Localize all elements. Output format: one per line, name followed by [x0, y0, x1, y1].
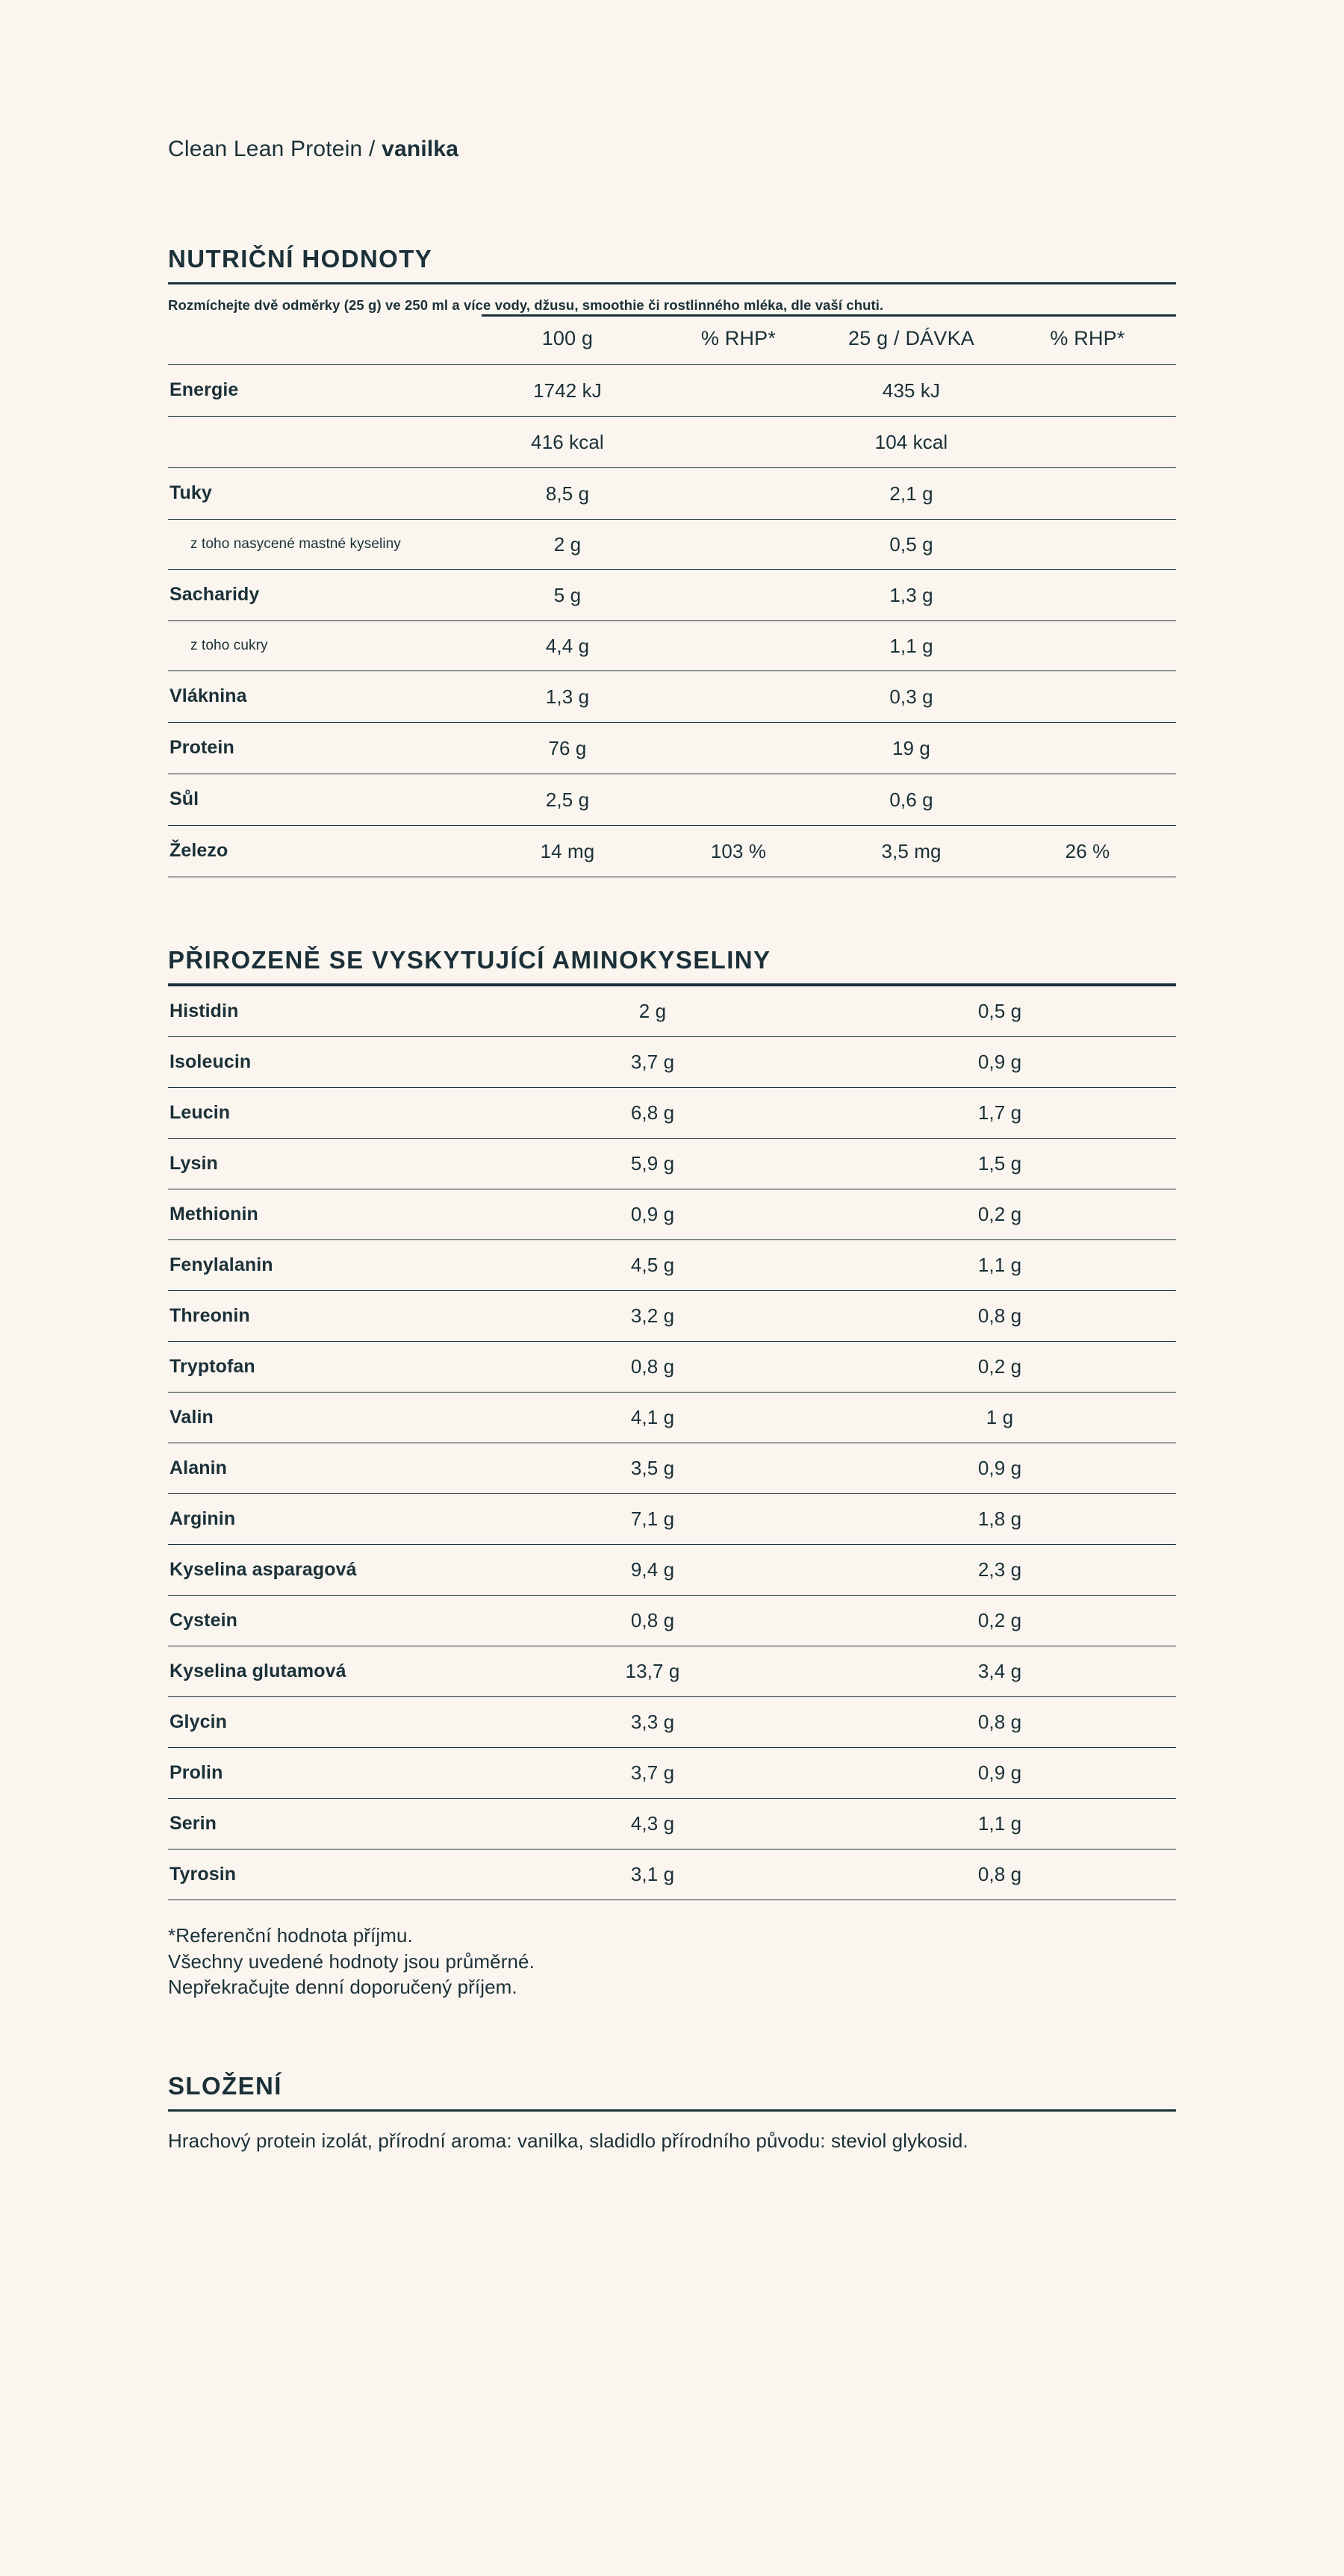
row-value-per-100g: 6,8 g [482, 1087, 824, 1138]
row-value-per-100g: 2 g [482, 519, 653, 569]
table-row [168, 1290, 1176, 1341]
row-value-per-serving: 0,9 g [824, 1747, 1176, 1798]
table-row [168, 722, 1176, 774]
row-value-per-100g: 2 g [482, 986, 824, 1036]
row-label: Fenylalanin [168, 1239, 482, 1290]
row-value-per-100g: 9,4 g [482, 1544, 824, 1595]
column-header-rhp-100g: % RHP* [700, 327, 777, 350]
nutrition-section-heading: NUTRIČNÍ HODNOTY [168, 245, 433, 273]
row-label [168, 416, 482, 467]
table-row [168, 569, 1176, 620]
row-label: Leucin [168, 1087, 482, 1138]
row-value-per-serving: 1,5 g [824, 1138, 1176, 1189]
table-row [168, 1747, 1176, 1798]
row-value-rhp-serving [999, 364, 1176, 416]
row-value-per-serving: 0,8 g [824, 1849, 1176, 1900]
table-row [168, 1493, 1176, 1544]
row-value-per-100g: 4,1 g [482, 1392, 824, 1443]
ingredients-heading-rule [168, 2109, 1176, 2112]
row-label: Tryptofan [168, 1341, 482, 1392]
row-value-per-serving: 435 kJ [824, 364, 999, 416]
nutrition-table [168, 314, 1176, 877]
table-row [168, 1392, 1176, 1443]
table-row [168, 1189, 1176, 1239]
row-value-per-serving: 1,7 g [824, 1087, 1176, 1138]
row-value-per-serving: 0,2 g [824, 1341, 1176, 1392]
table-row [168, 364, 1176, 416]
row-value-per-100g: 14 mg [482, 825, 653, 877]
row-value-per-100g: 1742 kJ [482, 364, 653, 416]
table-row [168, 1443, 1176, 1493]
row-value-per-serving: 2,1 g [824, 467, 999, 519]
row-label: Arginin [168, 1493, 482, 1544]
row-value-per-serving: 1,1 g [824, 1798, 1176, 1849]
table-row [168, 671, 1176, 722]
row-value-per-100g: 0,8 g [482, 1595, 824, 1646]
table-row [168, 416, 1176, 467]
row-value-per-100g: 3,7 g [482, 1036, 824, 1087]
row-label: Kyselina asparagová [168, 1544, 482, 1595]
footnotes [168, 1923, 1176, 2000]
row-value-rhp-serving [999, 671, 1176, 722]
table-row [168, 467, 1176, 519]
row-value-per-serving: 0,9 g [824, 1443, 1176, 1493]
row-value-rhp-serving [999, 774, 1176, 825]
table-row [168, 1544, 1176, 1595]
table-row [168, 986, 1176, 1036]
row-value-rhp-100g: 103 % [653, 825, 824, 877]
row-label: Cystein [168, 1595, 482, 1646]
row-value-per-serving: 1,3 g [824, 569, 999, 620]
row-value-per-serving: 104 kcal [824, 416, 999, 467]
row-value-per-serving: 2,3 g [824, 1544, 1176, 1595]
row-value-per-100g: 7,1 g [482, 1493, 824, 1544]
row-value-per-100g: 4,3 g [482, 1798, 824, 1849]
table-row [168, 1696, 1176, 1747]
row-value-per-100g: 8,5 g [482, 467, 653, 519]
table-row [168, 774, 1176, 825]
table-row [168, 1138, 1176, 1189]
row-label: Prolin [168, 1747, 482, 1798]
row-label: Energie [168, 364, 482, 416]
preparation-instruction: Rozmíchejte dvě odměrky (25 g) ve 250 ml a více vody, džusu, smoothie či rostlinného mléka, dle vaší chuti. [168, 296, 884, 313]
row-value-per-100g: 3,1 g [482, 1849, 824, 1900]
row-value-per-100g: 3,7 g [482, 1747, 824, 1798]
aminoacids-table [168, 986, 1176, 1900]
row-value-per-100g: 1,3 g [482, 671, 653, 722]
row-value-per-100g: 3,3 g [482, 1696, 824, 1747]
row-label: Vláknina [168, 671, 482, 722]
row-value-rhp-100g [653, 416, 824, 467]
column-header-label [168, 317, 482, 365]
aminoacids-section-heading: PŘIROZENĚ SE VYSKYTUJÍCÍ AMINOKYSELINY [168, 945, 771, 974]
row-value-rhp-100g [653, 364, 824, 416]
table-row [168, 1239, 1176, 1290]
table-row [168, 1595, 1176, 1646]
nutrition-heading-rule [168, 282, 1176, 284]
row-value-per-100g: 4,4 g [482, 620, 653, 671]
row-value-rhp-100g [653, 774, 824, 825]
row-label: Alanin [168, 1443, 482, 1493]
row-value-per-serving: 0,6 g [824, 774, 999, 825]
footnote-rhp: *Referenční hodnota příjmu. [168, 1923, 413, 1947]
row-value-per-serving: 0,8 g [824, 1290, 1176, 1341]
row-value-per-serving: 0,3 g [824, 671, 999, 722]
row-value-per-serving: 1,1 g [824, 1239, 1176, 1290]
row-value-rhp-serving [999, 467, 1176, 519]
row-label: Sacharidy [168, 569, 482, 620]
row-value-per-serving: 0,2 g [824, 1595, 1176, 1646]
row-value-per-serving: 3,5 mg [824, 825, 999, 877]
table-row [168, 1341, 1176, 1392]
row-value-per-100g: 13,7 g [482, 1646, 824, 1696]
row-value-rhp-serving [999, 519, 1176, 569]
row-value-per-serving: 0,8 g [824, 1696, 1176, 1747]
row-label: Tuky [168, 467, 482, 519]
row-value-per-serving: 3,4 g [824, 1646, 1176, 1696]
row-value-rhp-100g [653, 467, 824, 519]
row-value-rhp-serving [999, 569, 1176, 620]
row-value-rhp-serving [999, 620, 1176, 671]
row-value-per-serving: 19 g [824, 722, 999, 774]
row-value-per-100g: 76 g [482, 722, 653, 774]
row-value-per-100g: 3,5 g [482, 1443, 824, 1493]
row-label: Valin [168, 1392, 482, 1443]
ingredients-text: Hrachový protein izolát, přírodní aroma: vanilka, sladidlo přírodního původu: steviol glykosid. [168, 2129, 968, 2152]
table-row [168, 1798, 1176, 1849]
row-label: Histidin [168, 986, 482, 1036]
table-row [168, 1036, 1176, 1087]
table-row [168, 825, 1176, 877]
row-value-per-serving: 0,5 g [824, 519, 999, 569]
row-value-per-serving: 0,9 g [824, 1036, 1176, 1087]
footnote-average: Všechny uvedené hodnoty jsou průměrné. [168, 1950, 535, 1973]
row-value-rhp-100g [653, 620, 824, 671]
column-header-rhp-serving: % RHP* [1050, 327, 1125, 350]
row-value-per-serving: 1 g [824, 1392, 1176, 1443]
product-name: Clean Lean Protein / [168, 137, 382, 161]
row-value-per-serving: 0,5 g [824, 986, 1176, 1036]
row-value-per-100g: 3,2 g [482, 1290, 824, 1341]
row-label: Threonin [168, 1290, 482, 1341]
row-value-rhp-serving [999, 416, 1176, 467]
column-header-per-serving: 25 g / DÁVKA [848, 327, 974, 350]
footnote-daily-intake: Nepřekračujte denní doporučený příjem. [168, 1976, 517, 1999]
aminoacids-table-wrap [168, 986, 1176, 1900]
row-value-rhp-100g [653, 569, 824, 620]
row-label: Glycin [168, 1696, 482, 1747]
row-label: Lysin [168, 1138, 482, 1189]
row-value-per-serving: 1,1 g [824, 620, 999, 671]
table-row [168, 519, 1176, 569]
row-value-rhp-serving: 26 % [999, 825, 1176, 877]
table-row [168, 1646, 1176, 1696]
nutrition-table-wrap [168, 314, 1176, 877]
row-value-per-serving: 0,2 g [824, 1189, 1176, 1239]
row-value-rhp-100g [653, 722, 824, 774]
row-value-per-100g: 5 g [482, 569, 653, 620]
row-value-per-100g: 2,5 g [482, 774, 653, 825]
row-label: Železo [168, 825, 482, 877]
row-value-per-100g: 5,9 g [482, 1138, 824, 1189]
row-value-per-100g: 0,8 g [482, 1341, 824, 1392]
row-label: Tyrosin [168, 1849, 482, 1900]
row-value-rhp-100g [653, 519, 824, 569]
row-label: z toho nasycené mastné kyseliny [168, 519, 482, 569]
row-value-per-100g: 4,5 g [482, 1239, 824, 1290]
row-label: Serin [168, 1798, 482, 1849]
row-value-rhp-serving [999, 722, 1176, 774]
row-label: z toho cukry [168, 620, 482, 671]
column-header-per-100g: 100 g [541, 327, 594, 350]
ingredients-section-heading: SLOŽENÍ [168, 2071, 282, 2100]
row-label: Kyselina glutamová [168, 1646, 482, 1696]
table-row [168, 1849, 1176, 1900]
row-label: Sůl [168, 774, 482, 825]
product-flavour: vanilka [382, 137, 459, 161]
row-label: Methionin [168, 1189, 482, 1239]
table-row [168, 1087, 1176, 1138]
row-value-rhp-100g [653, 671, 824, 722]
row-label: Protein [168, 722, 482, 774]
table-row [168, 620, 1176, 671]
row-value-per-100g: 416 kcal [482, 416, 653, 467]
nutrition-header-row [168, 317, 1176, 365]
row-value-per-100g: 0,9 g [482, 1189, 824, 1239]
row-label: Isoleucin [168, 1036, 482, 1087]
product-title [168, 0, 1176, 163]
row-value-per-serving: 1,8 g [824, 1493, 1176, 1544]
